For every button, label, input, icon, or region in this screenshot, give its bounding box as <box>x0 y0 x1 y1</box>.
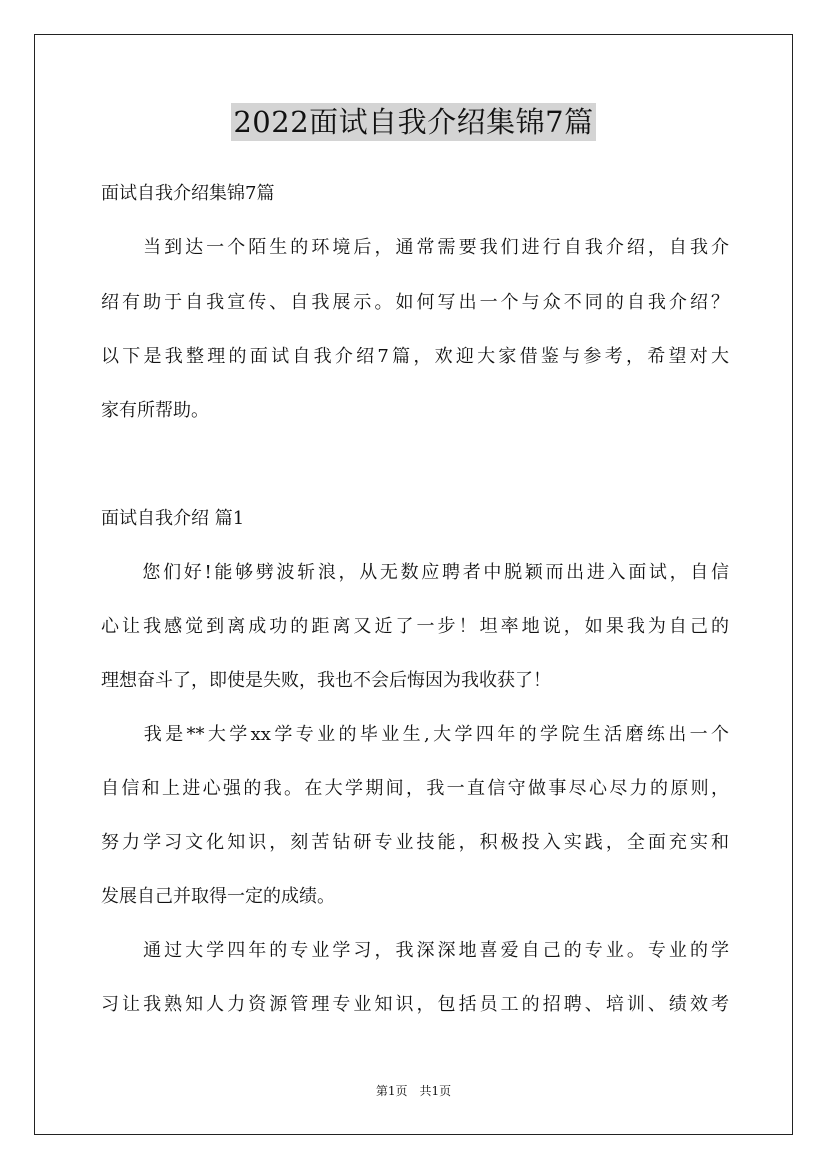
para2-line-3: 努力学习文化知识，刻苦钻研专业技能，积极投入实践，全面充实和 <box>101 832 729 853</box>
page-footer: 第1页 共1页 <box>375 1084 452 1098</box>
document-subtitle: 面试自我介绍集锦7篇 <box>101 183 275 204</box>
intro-line-4: 家有所帮助。 <box>101 400 209 421</box>
para2-line-2: 自信和上进心强的我。在大学期间，我一直信守做事尽心尽力的原则， <box>101 778 729 799</box>
para1-line-1: 您们好!能够劈波斩浪，从无数应聘者中脱颖而出进入面试，自信 <box>101 562 729 583</box>
document-title <box>0 100 827 141</box>
intro-line-1: 当到达一个陌生的环境后，通常需要我们进行自我介绍，自我介 <box>101 237 729 258</box>
para1-line-2: 心让我感觉到离成功的距离又近了一步！坦率地说，如果我为自己的 <box>101 616 729 637</box>
intro-line-3: 以下是我整理的面试自我介绍7篇，欢迎大家借鉴与参考，希望对大 <box>101 346 729 367</box>
para3-line-1: 通过大学四年的专业学习，我深深地喜爱自己的专业。专业的学 <box>101 940 729 961</box>
para1-line-3: 理想奋斗了，即使是失败，我也不会后悔因为我收获了！ <box>101 670 551 691</box>
para3-line-2: 习让我熟知人力资源管理专业知识，包括员工的招聘、培训、绩效考 <box>101 994 729 1015</box>
intro-line-2: 绍有助于自我宣传、自我展示。如何写出一个与众不同的自我介绍？ <box>101 292 729 313</box>
para2-line-4: 发展自己并取得一定的成绩。 <box>101 886 335 907</box>
document-title-text: 2022面试自我介绍集锦7篇 <box>233 105 594 139</box>
section-heading: 面试自我介绍 篇1 <box>101 508 245 529</box>
para2-line-1: 我是**大学xx学专业的毕业生,大学四年的学院生活磨练出一个 <box>101 724 729 745</box>
